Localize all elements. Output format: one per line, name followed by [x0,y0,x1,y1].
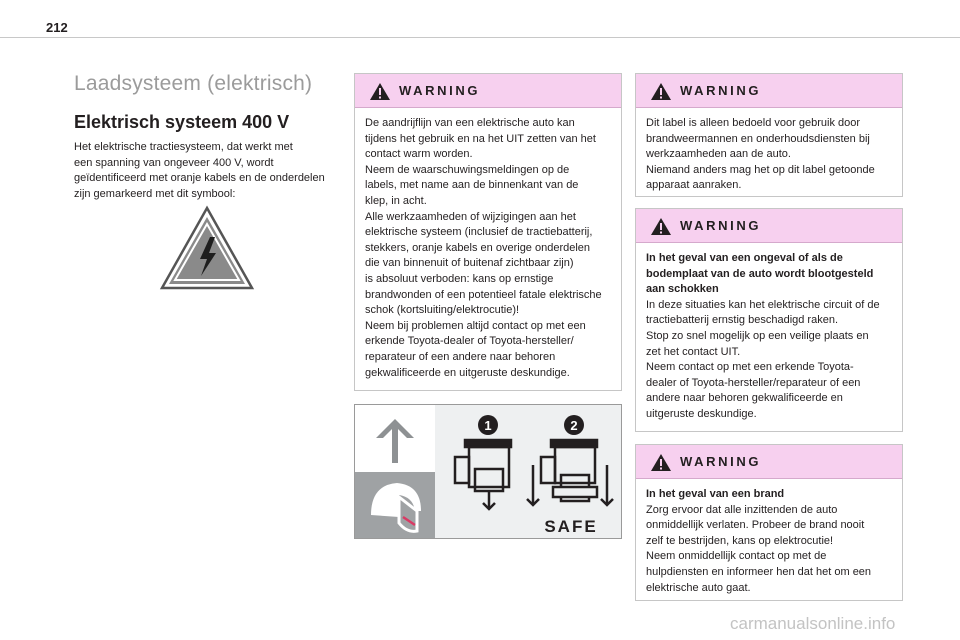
warning-header [636,445,902,479]
sub-title: Elektrisch systeem 400 V [74,112,290,132]
high-voltage-warning-icon [159,205,255,291]
step-1-number: 1 [484,418,492,433]
section-title: Laadsysteem (elektrisch) [74,72,313,95]
warning-line: De aandrijflijn van een elektrische auto kan [365,117,575,129]
safe-label: SAFE [544,517,598,536]
header-divider [0,37,960,38]
intro-line: een spanning van ongeveer 400 V, wordt [74,156,274,169]
warning-body [636,108,902,194]
warning-header [636,74,902,108]
warning-body [355,108,621,381]
warning-title: WARNING [399,83,481,98]
warning-line: erkende Toyota-dealer of Toyota-hersteller/ [365,335,574,348]
warning-line: elektrische systeem (inclusief de tractiebatterij, [365,226,593,239]
warning-line: Zorg ervoor dat alle inzittenden de auto [646,503,838,516]
warning-line: zelf te bestrijden, kans op elektrocutie! [646,534,834,547]
warning-line: onmiddellijk verlaten. Probeer de brand nooit [646,519,865,532]
warning-line: schok (kortsluiting/elektrocutie)! [365,304,520,317]
warning-line: tijdens het gebruik en na het UIT zetten van het [365,132,596,145]
warning-line: zet het contact UIT. [646,345,741,358]
illustration-canvas [355,405,622,539]
warning-line: brandweermannen en onderhoudsdiensten bij [646,132,870,145]
service-plug-icon [455,440,511,509]
warning-box-fire [635,444,903,601]
warning-line: Alle werkzaamheden of wijzigingen aan het [365,210,576,223]
warning-header [636,209,902,243]
warning-body [636,243,902,423]
warning-heading-line: bodemplaat van de auto wordt blootgesteld [646,267,874,280]
warning-line: werkzaamheden aan de auto. [646,148,791,161]
warning-line: tractiebatterij ernstig beschadigd raken. [646,314,838,327]
warning-line: die van binnenuit of buitenaf zichtbaar zijn) [365,257,574,270]
warning-triangle-icon [650,217,672,236]
step-2-number: 2 [570,418,578,433]
warning-title: WARNING [680,83,762,98]
warning-heading-line: In het geval van een ongeval of als de [646,252,843,264]
warning-line: uitgeruste deskundige. [646,407,757,420]
safe-disconnect-illustration [354,404,622,539]
warning-line: Stop zo snel mogelijk op een veilige plaats en [646,329,869,342]
warning-line: brandwonden of een potentieel fatale elektrische [365,288,602,301]
warning-line: Neem onmiddellijk contact op met de [646,550,827,563]
warning-triangle-icon [650,82,672,101]
warning-line: Neem de waarschuwingsmeldingen op de [365,163,570,176]
warning-box-accident [635,208,903,432]
warning-line: Neem bij problemen altijd contact op met een [365,319,586,332]
warning-line: contact warm worden. [365,148,473,161]
warning-line: apparaat aanraken. [646,179,742,192]
warning-line: Dit label is alleen bedoeld voor gebruik door [646,117,861,129]
warning-triangle-icon [650,453,672,472]
warning-title: WARNING [680,218,762,233]
warning-body [636,479,902,596]
warning-header [355,74,621,108]
intro-line: Het elektrische tractiesysteem, dat werkt met [74,141,293,153]
warning-box-label [635,73,903,197]
warning-heading-line: aan schokken [646,283,719,296]
warning-line: Neem contact op met een erkende Toyota- [646,361,854,374]
warning-triangle-icon [369,82,391,101]
warning-line: hulpdiensten en informeer hen dat het om een [646,565,872,578]
warning-line: andere naar behoren gekwalificeerde en [646,392,843,405]
watermark: carmanualsonline.info [730,614,896,633]
warning-line: gekwalificeerde en uitgeruste deskundige. [365,366,570,379]
warning-line: reparateur of een andere naar behoren [365,350,556,363]
page-number: 212 [46,20,68,35]
warning-title: WARNING [680,454,762,469]
service-plug-removed-icon [527,440,613,505]
intro-line: geïdentificeerd met oranje kabels en de onderdelen [74,172,325,185]
warning-line: klep, in acht. [365,194,427,207]
warning-line: In deze situaties kan het elektrische circuit of de [646,298,880,311]
intro-line: zijn gemarkeerd met dit symbool: [74,187,236,200]
warning-line: dealer of Toyota-hersteller/reparateur of een [646,376,861,389]
warning-box-drivetrain [354,73,622,391]
warning-line: Niemand anders mag het op dit label getoonde [646,163,875,176]
intro-paragraph [74,140,346,202]
warning-line: labels, met name aan de binnenkant van de [365,179,579,192]
warning-line: stekkers, oranje kabels en overige onderdelen [365,241,591,254]
warning-line: is absoluut verboden: kans op ernstige [365,272,554,285]
warning-heading-line: In het geval van een brand [646,488,785,500]
warning-line: elektrische auto gaat. [646,581,751,594]
